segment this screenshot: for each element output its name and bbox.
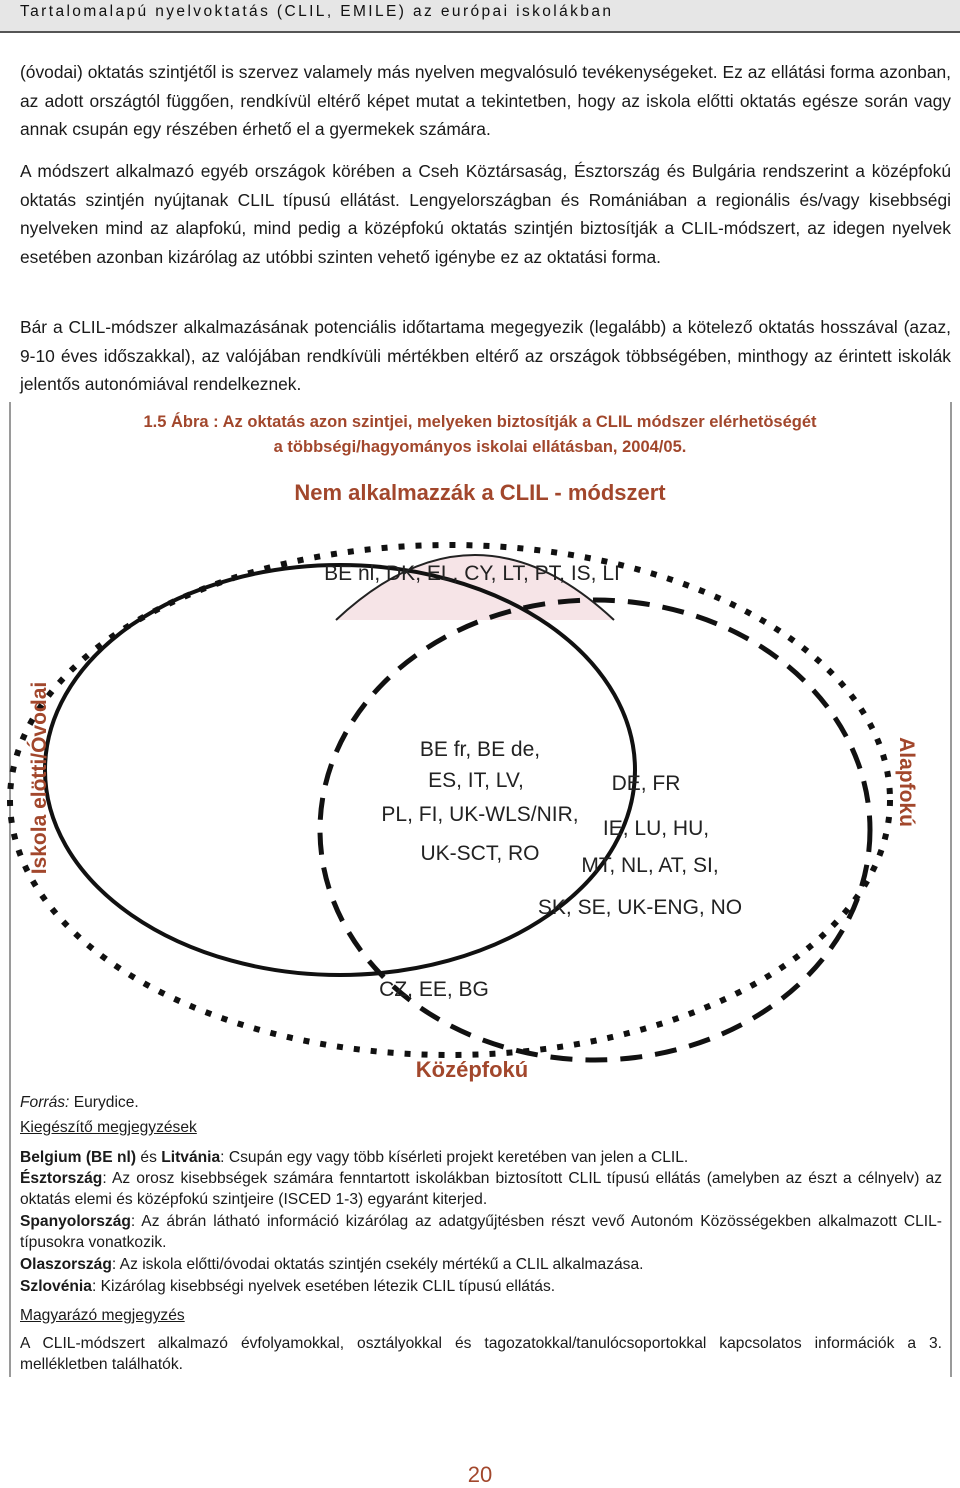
paragraph-1: (óvodai) oktatás szintjétől is szervez valamely más nyelven megvalósuló tevékenységeket. Ez az ellátási forma azonban, az adott országtól függően, rendkívül eltérő képet mutat a tekintetben, hogy az iskola előtti oktatás egésze során vagy annak csupán egy részében érhető el a gyermekek számára.: [20, 62, 951, 140]
note-text: : Az ábrán látható információ kizárólag az adatgyűjtésben részt vevő Autonóm Közösségekben alkalmazott CLIL-típusokra vonatkozik.: [20, 1213, 942, 1252]
explanatory-text: A CLIL-módszert alkalmazó évfolyamokkal, osztályokkal és tagozatokkal/tanulócsoportokkal kapcsolatos információk a 3. mellékletben találhatók.: [20, 1335, 942, 1374]
note-term: Szlovénia: [20, 1278, 92, 1295]
source-value: Eurydice.: [69, 1094, 139, 1111]
center-group-line-4: UK-SCT, RO: [420, 842, 540, 865]
center-group-line-3: PL, FI, UK-WLS/NIR,: [381, 803, 579, 826]
page-header: [0, 0, 960, 31]
header-rule: [0, 31, 960, 33]
note-term: Spanyolország: [20, 1213, 131, 1230]
note-term: Litvánia: [161, 1149, 221, 1166]
supplementary-heading: Kiegészítő megjegyzések: [20, 1119, 197, 1136]
label-secondary: Középfokú: [415, 1057, 529, 1082]
note-slovenia: [20, 1276, 942, 1297]
note-text: : Csupán egy vagy több kísérleti projekt keretében van jelen a CLIL.: [220, 1149, 689, 1166]
note-connector: és: [136, 1149, 162, 1166]
note-estonia: [20, 1168, 942, 1211]
right-group-line-3: MT, NL, AT, SI,: [581, 854, 719, 877]
note-text: : Az orosz kisebbségek számára fenntartott iskolákban biztosított CLIL típusú ellátás (amelyben az észt a célnyelv) az oktatás elemi és középfokú szintjeire (ISCED 1-3) egyaránt kiterjed.: [20, 1170, 942, 1209]
note-spain: [20, 1211, 942, 1254]
source-label: Forrás:: [20, 1094, 70, 1111]
note-text: : Az iskola előtti/óvodai oktatás szintjén csekély mértékű a CLIL alkalmazása.: [111, 1256, 644, 1273]
note-term: Olaszország: [20, 1256, 112, 1273]
running-title: Tartalomalapú nyelvoktatás (CLIL, EMILE) az európai iskolákban: [20, 3, 614, 20]
bottom-group: CZ, EE, BG: [379, 978, 489, 1001]
figure-title-line-2: a többségi/hagyományos iskolai ellátásban, 2004/05.: [273, 438, 687, 456]
note-term: Belgium (BE nl): [20, 1149, 137, 1166]
right-group-line-4: SK, SE, UK-ENG, NO: [537, 896, 743, 919]
center-group-line-1: BE fr, BE de,: [419, 738, 541, 761]
explanatory-heading: Magyarázó megjegyzés: [20, 1307, 185, 1324]
label-pre-primary: Iskola elötti/Óvodai: [28, 681, 51, 875]
source-line: [20, 1092, 942, 1113]
note-text: : Kizárólag kisebbségi nyelvek esetében létezik CLIL típusú ellátás.: [91, 1278, 556, 1295]
page-number: 20: [467, 1462, 493, 1487]
paragraph-3: Bár a CLIL-módszer alkalmazásának potenciális időtartama megegyezik (legalább) a kötelező oktatás hosszával (azaz, 9-10 éves időszakkal), az valójában rendkívüli mértékben eltérő az országok többségében, minthogy az érintett iskolák jelentős autonómiával rendelkeznek.: [20, 317, 951, 395]
note-belgium-lithuania: [20, 1147, 942, 1168]
not-applied-countries: BE nl, DK, EL, CY, LT, PT, IS, LI: [324, 562, 620, 585]
note-italy: [20, 1254, 942, 1275]
venn-diagram: [0, 460, 960, 1100]
figure-title-line-1: 1.5 Ábra : Az oktatás azon szintjei, melyeken biztosítják a CLIL módszer elérhetöségét: [143, 413, 817, 431]
paragraph-2: A módszert alkalmazó egyéb országok körében a Cseh Köztársaság, Észtország és Bulgária rendszerint a középfokú oktatás szintjén nyújtanak CLIL típusú ellátást. Lengyelországban és Romániában a regionális és/vagy kisebbségi nyelveken mind az alapfokú, mind pedig a középfokú oktatás szintjén biztosítják a CLIL-módszert, az idegen nyelvek esetében azonban kizárólag az utóbbi szinten vehető igénybe ez az oktatási forma.: [20, 161, 951, 267]
note-term: Észtország: [20, 1170, 103, 1187]
center-group-line-2: ES, IT, LV,: [428, 769, 524, 792]
right-group-line-1: DE, FR: [611, 772, 681, 795]
figure-heading-not-applied: Nem alkalmazzák a CLIL - módszert: [294, 480, 666, 505]
label-primary: Alapfokú: [895, 737, 918, 827]
right-group-line-2: IE, LU, HU,: [602, 817, 710, 840]
